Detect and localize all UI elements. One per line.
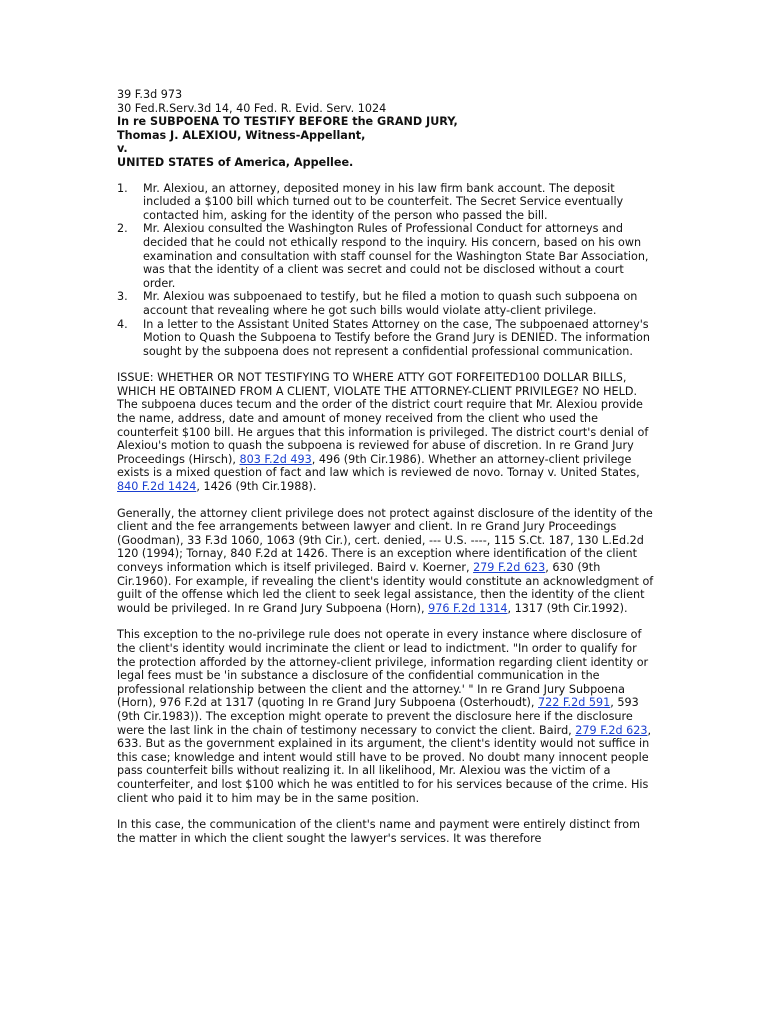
paragraph-text: The subpoena duces tecum and the order of the district court require that Mr. Alexiou provide the name, address, date and amount of money received from the client who used the counterfeit $100 bill. He argues that this information is privileged. The district court's denial of Alexiou's motion to quash the subpoena is reviewed for abuse of discretion. In re Grand Jury Proceedings (Hirsch), bbox=[117, 398, 649, 466]
paragraph-text: This exception to the no-privilege rule does not operate in every instance where disclosure of the client's identity would incriminate the client or lead to indictment. "In order to qualify for the protection afforded by the attorney-client privilege, information regarding client identity or legal fees must be 'in substance a disclosure of the confidential communication in the professional relationship between the client and the attorney.' " In re Grand Jury Subpoena (Horn), 976 F.2d at 1317 (quoting In re Grand Jury Subpoena (Osterhoudt), bbox=[117, 628, 649, 710]
citation-parallel: 30 Fed.R.Serv.3d 14, 40 Fed. R. Evid. Serv. 1024 bbox=[117, 101, 387, 115]
paragraph-text: , 1426 (9th Cir.1988). bbox=[196, 480, 317, 494]
list-item bbox=[117, 182, 657, 223]
list-item-text: Mr. Alexiou consulted the Washington Rules of Professional Conduct for attorneys and decided that he could not ethically respond to the inquiry. His concern, based on his own examination and consultation with staff counsel for the Washington State Bar Association, was that the identity of a client was secret and could not be disclosed without a court order. bbox=[143, 222, 649, 290]
issue-statement: ISSUE: WHETHER OR NOT TESTIFYING TO WHERE ATTY GOT FORFEITED100 DOLLAR BILLS, WHICH HE OBTAINED FROM A CLIENT, VIOLATE THE ATTORNEY-CLIENT PRIVILEGE? NO HELD. bbox=[117, 371, 638, 398]
facts-list bbox=[117, 182, 657, 359]
list-item-text: Mr. Alexiou, an attorney, deposited money in his law firm bank account. The deposit included a $100 bill which turned out to be counterfeit. The Secret Service eventually contacted him, asking for the identity of the person who passed the bill. bbox=[143, 181, 624, 222]
paragraph-text: , 593 (9th Cir.1983)). The exception might operate to prevent the disclosure here if the disclosure were the last link in the chain of testimony necessary to convict the client. Baird, bbox=[117, 696, 639, 737]
paragraph-standard-of-review bbox=[117, 398, 657, 493]
case-title-versus: v. bbox=[117, 142, 128, 156]
paragraph-exception bbox=[117, 628, 657, 805]
list-item-text: In a letter to the Assistant United States Attorney on the case, The subpoenaed attorney's Motion to Quash the Subpoena to Testify before the Grand Jury is DENIED. The information sought by the subpoena does not represent a confidential professional communication. bbox=[143, 317, 650, 358]
case-title-line3: UNITED STATES of America, Appellee. bbox=[117, 155, 354, 169]
paragraph-conclusion: In this case, the communication of the client's name and payment were entirely distinct from the matter in which the client sought the lawyer's services. It was therefore bbox=[117, 818, 641, 845]
paragraph-text: , 496 (9th Cir.1986). Whether an attorney-client privilege exists is a mixed question of fact and law which is reviewed de novo. Tornay v. United States, bbox=[117, 452, 640, 480]
list-item bbox=[117, 318, 657, 359]
paragraph-text: , 630 (9th Cir.1960). For example, if revealing the client's identity would constitute an acknowledgment of guilt of the offense which led the client to seek legal assistance, then the identity of the client would be privileged. In re Grand Jury Subpoena (Horn), bbox=[117, 561, 654, 615]
citation-link[interactable]: 279 F.2d 623 bbox=[575, 723, 648, 737]
citation-reporter: 39 F.3d 973 bbox=[117, 88, 183, 101]
citation-link[interactable]: 279 F.2d 623 bbox=[473, 561, 546, 574]
document-page bbox=[117, 88, 657, 845]
list-item bbox=[117, 222, 657, 290]
citation-link[interactable]: 803 F.2d 493 bbox=[239, 452, 312, 466]
list-item-number: 2. bbox=[117, 222, 128, 236]
paragraph-text: , 633. But as the government explained in its argument, the client's identity would not suffice in this case; knowledge and intent would still have to be proved. No doubt many innocent people pass counterfeit bills without realizing it. In all likelihood, Mr. Alexiou was the victim of a counterfeiter, and lost $100 which he was entitled to for his services because of the crime. His client who paid it to him may be in the same position. bbox=[117, 723, 652, 805]
paragraph-general-rule bbox=[117, 507, 657, 616]
citation-link[interactable]: 840 F.2d 1424 bbox=[117, 480, 197, 494]
list-item bbox=[117, 290, 657, 317]
case-title-line2: Thomas J. ALEXIOU, Witness-Appellant, bbox=[117, 128, 366, 142]
case-title-line1: In re SUBPOENA TO TESTIFY BEFORE the GRAND JURY, bbox=[117, 115, 458, 129]
citation-link[interactable]: 722 F.2d 591 bbox=[538, 696, 611, 710]
list-item-number: 3. bbox=[117, 290, 128, 304]
paragraph-text: , 1317 (9th Cir.1992). bbox=[507, 601, 628, 615]
citation-link[interactable]: 976 F.2d 1314 bbox=[428, 601, 508, 615]
list-item-number: 4. bbox=[117, 317, 128, 331]
list-item-number: 1. bbox=[117, 181, 128, 195]
list-item-text: Mr. Alexiou was subpoenaed to testify, but he filed a motion to quash such subpoena on account that revealing where he got such bills would violate atty-client privilege. bbox=[143, 290, 638, 317]
paragraph-text: Generally, the attorney client privilege does not protect against disclosure of the identity of the client and the fee arrangements between lawyer and client. In re Grand Jury Proceedings (Goodman), 33 F.3d 1060, 1063 (9th Cir.), cert. denied, --- U.S. ----, 115 S.Ct. 187, 130 L.Ed.2d 120 (1994); Tornay, 840 F.2d at 1426. There is an exception where identification of the client conveys information which is itself privileged. Baird v. Koerner, bbox=[117, 506, 653, 574]
